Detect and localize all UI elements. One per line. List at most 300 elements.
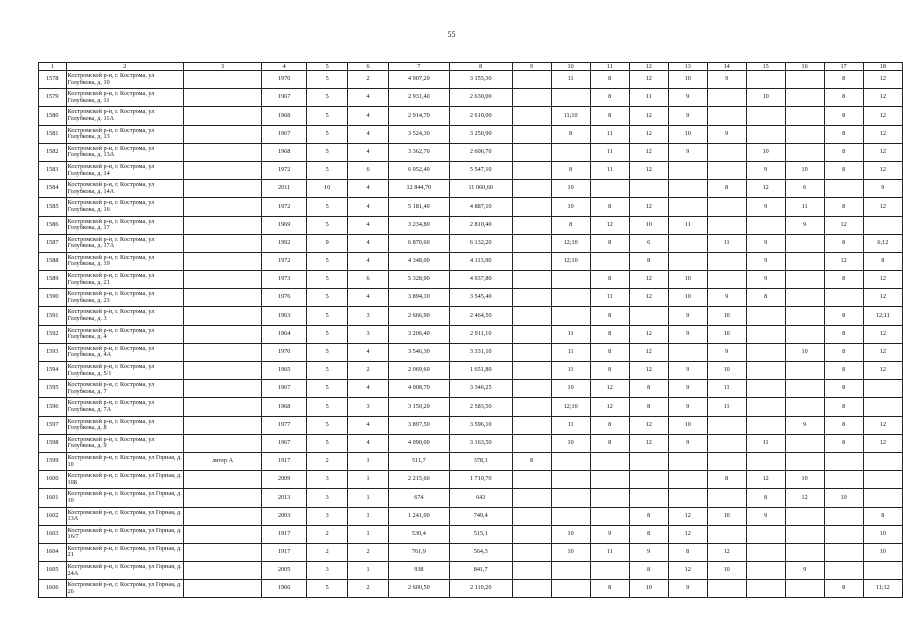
column-header: 10 (551, 63, 590, 71)
table-cell (746, 525, 785, 543)
table-cell: 5 181,40 (388, 198, 449, 216)
table-cell: 3 (348, 398, 389, 416)
table-cell (629, 471, 668, 489)
table-cell (183, 489, 261, 507)
table-cell (785, 143, 824, 161)
table-cell (551, 489, 590, 507)
table-cell (707, 107, 746, 125)
table-cell: 12 (746, 471, 785, 489)
table-cell (183, 289, 261, 307)
table-cell (590, 252, 629, 270)
table-cell: 5 (307, 416, 348, 434)
table-cell (512, 580, 551, 598)
table-cell: 2 583,50 (449, 398, 512, 416)
table-cell (707, 271, 746, 289)
table-cell: 3 (348, 325, 389, 343)
table-cell (183, 161, 261, 179)
table-cell (785, 580, 824, 598)
table-cell: литер А (183, 452, 261, 470)
address-cell: Костромской р-н, г. Кострома, ул Голубкова, д. 13 (66, 125, 183, 143)
table-cell (551, 507, 590, 525)
table-cell (512, 543, 551, 561)
table-cell (707, 143, 746, 161)
table-cell: 12 (707, 543, 746, 561)
table-cell: 8 (668, 543, 707, 561)
table-row (39, 580, 903, 598)
table-cell: 12 (590, 398, 629, 416)
table-cell: 8 (824, 107, 863, 125)
table-cell: 8 (629, 525, 668, 543)
address-cell: Костромской р-н, г. Кострома, ул Голубкова, д. 7А (66, 398, 183, 416)
address-cell: Костромской р-н, г. Кострома, ул Голубкова, д. 14А (66, 180, 183, 198)
table-cell (785, 271, 824, 289)
table-cell (512, 89, 551, 107)
table-cell (746, 307, 785, 325)
table-cell: 3 (307, 489, 348, 507)
table-cell: 10 (551, 380, 590, 398)
table-cell (863, 380, 902, 398)
table-cell: 1963 (262, 307, 307, 325)
table-cell (785, 452, 824, 470)
table-cell: 8 (629, 562, 668, 580)
table-cell: 5 (307, 198, 348, 216)
table-cell (183, 125, 261, 143)
table-cell: 674 (388, 489, 449, 507)
table-cell: 4 (348, 434, 389, 452)
table-cell (746, 562, 785, 580)
table-cell (512, 362, 551, 380)
table-cell: 12 (629, 71, 668, 89)
table-cell: 3 524,30 (388, 125, 449, 143)
table-cell (785, 107, 824, 125)
table-cell (785, 307, 824, 325)
table-cell: 12 (863, 271, 902, 289)
table-cell: 8 (707, 180, 746, 198)
table-row (39, 271, 903, 289)
table-cell: 11 (668, 216, 707, 234)
table-cell: 12 (863, 198, 902, 216)
table-cell (551, 580, 590, 598)
table-row (39, 343, 903, 361)
table-cell: 1972 (262, 161, 307, 179)
table-cell (863, 562, 902, 580)
table-cell (629, 452, 668, 470)
table-cell (551, 271, 590, 289)
table-cell (183, 398, 261, 416)
table-cell: 5 (307, 289, 348, 307)
table-cell (512, 180, 551, 198)
table-cell: 1581 (39, 125, 67, 143)
table-cell: 1597 (39, 416, 67, 434)
housing-register-table (38, 62, 903, 598)
table-cell: 3 (307, 562, 348, 580)
column-header: 15 (746, 63, 785, 71)
table-cell (824, 562, 863, 580)
address-cell: Костромской р-н, г. Кострома, ул Горная, д. 26 (66, 580, 183, 598)
table-cell: 1586 (39, 216, 67, 234)
table-cell: 1602 (39, 507, 67, 525)
table-cell: 2 810,40 (449, 216, 512, 234)
table-cell (551, 143, 590, 161)
table-cell: 564,3 (449, 543, 512, 561)
table-cell (707, 452, 746, 470)
table-cell (590, 489, 629, 507)
table-row (39, 161, 903, 179)
table-cell: 5 (307, 380, 348, 398)
table-cell (183, 525, 261, 543)
address-cell: Костромской р-н, г. Кострома, ул Голубкова, д. 21 (66, 271, 183, 289)
table-cell: 10 (707, 507, 746, 525)
address-cell: Костромской р-н, г. Кострома, ул Горная, д. 10 (66, 489, 183, 507)
table-cell: 3 894,10 (388, 289, 449, 307)
table-cell (551, 562, 590, 580)
table-cell: 4 (348, 416, 389, 434)
table-cell: 5 (307, 89, 348, 107)
table-row (39, 125, 903, 143)
table-cell: 10 (629, 580, 668, 598)
table-cell: 9 (863, 180, 902, 198)
table-row (39, 525, 903, 543)
address-cell: Костромской р-н, г. Кострома, ул Горная, д. 21 (66, 543, 183, 561)
table-cell: 10 (785, 343, 824, 361)
column-header: 7 (388, 63, 449, 71)
table-row (39, 380, 903, 398)
address-cell: Костромской р-н, г. Кострома, ул Голубкова, д. 4А (66, 343, 183, 361)
table-cell: 12 844,70 (388, 180, 449, 198)
table-cell: 1967 (262, 380, 307, 398)
table-cell: 1598 (39, 434, 67, 452)
table-cell: 1976 (262, 289, 307, 307)
table-cell: 1584 (39, 180, 67, 198)
table-cell: 1967 (262, 434, 307, 452)
table-cell (512, 125, 551, 143)
table-cell: 8 (590, 362, 629, 380)
table-cell: 12;10 (551, 234, 590, 252)
table-cell: 10 (707, 362, 746, 380)
table-cell: 1973 (262, 271, 307, 289)
table-cell (707, 489, 746, 507)
table-cell (785, 252, 824, 270)
table-cell: 12 (863, 289, 902, 307)
table-cell: 2 (348, 543, 389, 561)
table-cell: 9 (707, 125, 746, 143)
address-cell: Костромской р-н, г. Кострома, ул Голубкова, д. 4 (66, 325, 183, 343)
table-cell: 4 008,70 (388, 380, 449, 398)
table-cell (512, 71, 551, 89)
table-cell (183, 562, 261, 580)
table-cell (183, 416, 261, 434)
table-cell: 4 090,00 (388, 434, 449, 452)
table-cell: 10 (746, 89, 785, 107)
table-cell: 1968 (262, 143, 307, 161)
table-cell: 1579 (39, 89, 67, 107)
column-header: 16 (785, 63, 824, 71)
table-cell: 10 (668, 416, 707, 434)
table-cell: 10 (863, 543, 902, 561)
table-cell: 8 (824, 143, 863, 161)
table-cell (183, 543, 261, 561)
table-cell: 8 (824, 307, 863, 325)
table-cell (824, 289, 863, 307)
table-cell: 4 (348, 343, 389, 361)
table-cell: 3 545,40 (449, 289, 512, 307)
table-cell: 2 606,70 (449, 143, 512, 161)
table-cell: 8 (590, 107, 629, 125)
table-cell: 2009 (262, 471, 307, 489)
table-row (39, 307, 903, 325)
table-cell: 8 (590, 234, 629, 252)
table-cell: 8 (590, 580, 629, 598)
table-cell: 11;10 (551, 107, 590, 125)
table-cell: 1967 (262, 125, 307, 143)
table-cell: 10 (707, 562, 746, 580)
table-cell: 5 (307, 143, 348, 161)
table-row (39, 562, 903, 580)
table-cell (551, 89, 590, 107)
table-cell: 8 (551, 161, 590, 179)
table-cell: 8 (863, 252, 902, 270)
table-cell: 1600 (39, 471, 67, 489)
table-cell: 9 (746, 271, 785, 289)
table-cell: 4 348,00 (388, 252, 449, 270)
table-cell: 5 (307, 434, 348, 452)
table-cell: 11 (707, 234, 746, 252)
table-cell (785, 434, 824, 452)
table-cell (183, 343, 261, 361)
table-cell: 3 (307, 507, 348, 525)
table-cell: 2011 (262, 180, 307, 198)
table-cell (785, 507, 824, 525)
table-row (39, 434, 903, 452)
table-cell: 12 (590, 380, 629, 398)
table-cell (785, 525, 824, 543)
table-row (39, 452, 903, 470)
table-cell: 2 (307, 525, 348, 543)
table-cell: 12 (863, 71, 902, 89)
table-cell: 1585 (39, 198, 67, 216)
table-cell: 12 (863, 161, 902, 179)
table-cell: 1992 (262, 234, 307, 252)
address-cell: Костромской р-н, г. Кострома, ул Горная, д. 13А (66, 507, 183, 525)
table-cell (707, 525, 746, 543)
table-cell (668, 489, 707, 507)
table-cell: 1 (348, 471, 389, 489)
table-cell: 12;10 (551, 398, 590, 416)
table-cell (785, 380, 824, 398)
table-cell: 8 (824, 343, 863, 361)
table-cell: 1965 (262, 362, 307, 380)
address-cell: Костромской р-н, г. Кострома, ул Голубкова, д. 16 (66, 198, 183, 216)
table-cell: 1917 (262, 452, 307, 470)
table-cell: 9 (707, 71, 746, 89)
table-cell: 8 (746, 289, 785, 307)
table-cell: 643 (449, 489, 512, 507)
table-cell: 9 (668, 362, 707, 380)
table-cell (785, 362, 824, 380)
table-cell: 8 (746, 489, 785, 507)
table-cell (824, 180, 863, 198)
address-cell: Костромской р-н, г. Кострома, ул Голубкова, д. 14 (66, 161, 183, 179)
table-cell: 9 (629, 543, 668, 561)
table-cell (551, 289, 590, 307)
table-cell: 938 (388, 562, 449, 580)
table-row (39, 507, 903, 525)
table-cell: 12 (629, 143, 668, 161)
table-cell: 8 (824, 198, 863, 216)
table-cell: 11 (590, 143, 629, 161)
address-cell: Костромской р-н, г. Кострома, ул Голубкова, д. 11 (66, 89, 183, 107)
table-cell (668, 471, 707, 489)
table-cell (785, 325, 824, 343)
table-cell: 2 (348, 71, 389, 89)
column-header: 2 (66, 63, 183, 71)
table-cell: 10 (668, 289, 707, 307)
table-cell: 8 (551, 216, 590, 234)
table-cell (707, 89, 746, 107)
table-cell (512, 562, 551, 580)
table-header (39, 63, 903, 71)
table-cell (183, 362, 261, 380)
table-cell: 2 666,90 (388, 307, 449, 325)
table-cell (746, 71, 785, 89)
table-cell: 9 (746, 161, 785, 179)
table-cell: 9 (668, 89, 707, 107)
column-header: 17 (824, 63, 863, 71)
table-cell (183, 143, 261, 161)
table-row (39, 416, 903, 434)
table-cell: 515,1 (449, 525, 512, 543)
table-cell (183, 325, 261, 343)
table-cell (512, 107, 551, 125)
table-cell: 3 155,30 (449, 71, 512, 89)
table-cell: 2 (348, 580, 389, 598)
table-cell: 8 (824, 580, 863, 598)
table-cell: 5 547,10 (449, 161, 512, 179)
table-cell: 10 (668, 271, 707, 289)
table-cell (785, 543, 824, 561)
table-cell (707, 198, 746, 216)
table-cell: 12 (629, 434, 668, 452)
table-cell (668, 198, 707, 216)
address-cell: Костромской р-н, г. Кострома, ул Горная, д. 16/7 (66, 525, 183, 543)
table-cell (512, 252, 551, 270)
table-cell (746, 543, 785, 561)
table-cell: 3 346,25 (449, 380, 512, 398)
table-cell: 8 (824, 271, 863, 289)
table-cell: 5 (307, 343, 348, 361)
table-cell: 2 069,60 (388, 362, 449, 380)
table-cell: 11 060,60 (449, 180, 512, 198)
table-cell: 1596 (39, 398, 67, 416)
table-cell: 1605 (39, 562, 67, 580)
table-cell: 3 234,80 (388, 216, 449, 234)
table-cell: 12 (629, 289, 668, 307)
table-cell (785, 398, 824, 416)
table-cell (629, 489, 668, 507)
table-cell (183, 216, 261, 234)
table-body (39, 71, 903, 598)
table-cell: 9 (707, 289, 746, 307)
table-cell: 5 328,90 (388, 271, 449, 289)
table-cell (551, 452, 590, 470)
table-cell (183, 380, 261, 398)
table-cell: 5 (307, 580, 348, 598)
table-row (39, 143, 903, 161)
table-cell: 2 (307, 452, 348, 470)
table-cell: 9 (668, 143, 707, 161)
table-cell (512, 289, 551, 307)
table-cell: 1 (348, 562, 389, 580)
table-cell: 10 (551, 198, 590, 216)
table-cell: 12 (863, 362, 902, 380)
table-cell (512, 271, 551, 289)
table-cell: 6 (348, 271, 389, 289)
table-cell (512, 416, 551, 434)
table-cell (668, 180, 707, 198)
table-cell: 9 (668, 307, 707, 325)
table-cell: 4 907,20 (388, 71, 449, 89)
table-cell (512, 343, 551, 361)
address-cell: Костромской р-н, г. Кострома, ул Голубкова, д. 13А (66, 143, 183, 161)
table-row (39, 180, 903, 198)
table-cell: 4 (348, 89, 389, 107)
table-cell: 1960 (262, 580, 307, 598)
table-cell (183, 89, 261, 107)
table-cell (746, 125, 785, 143)
table-cell: 12 (863, 89, 902, 107)
table-cell: 10 (668, 125, 707, 143)
table-cell: 10 (668, 71, 707, 89)
table-cell: 11 (551, 362, 590, 380)
table-row (39, 289, 903, 307)
table-cell (746, 216, 785, 234)
address-cell: Костромской р-н, г. Кострома, ул Голубкова, д. 7 (66, 380, 183, 398)
table-cell: 8 (512, 452, 551, 470)
table-row (39, 198, 903, 216)
table-row (39, 71, 903, 89)
table-cell (785, 71, 824, 89)
table-cell: 4 113,90 (449, 252, 512, 270)
table-cell: 11 (590, 125, 629, 143)
address-cell: Костромской р-н, г. Кострома, ул Голубкова, д. 8 (66, 416, 183, 434)
table-cell: 1601 (39, 489, 67, 507)
table-cell: 10 (824, 489, 863, 507)
table-cell (746, 398, 785, 416)
table-cell (183, 198, 261, 216)
table-cell: 530,4 (388, 525, 449, 543)
table-cell: 2 215,60 (388, 471, 449, 489)
table-row (39, 107, 903, 125)
table-cell: 12 (863, 343, 902, 361)
table-cell: 9 (668, 325, 707, 343)
table-cell: 5 (307, 216, 348, 234)
table-cell (668, 161, 707, 179)
table-cell: 1595 (39, 380, 67, 398)
table-cell: 1591 (39, 307, 67, 325)
table-cell: 2 110,20 (449, 580, 512, 598)
table-row (39, 543, 903, 561)
table-cell: 1977 (262, 416, 307, 434)
table-cell (512, 216, 551, 234)
table-cell: 2 911,10 (449, 325, 512, 343)
table-cell (746, 380, 785, 398)
table-cell: 1 241,00 (388, 507, 449, 525)
table-cell: 2 600,50 (388, 580, 449, 598)
table-cell (785, 234, 824, 252)
table-cell: 12 (629, 325, 668, 343)
table-cell (785, 125, 824, 143)
column-header: 12 (629, 63, 668, 71)
